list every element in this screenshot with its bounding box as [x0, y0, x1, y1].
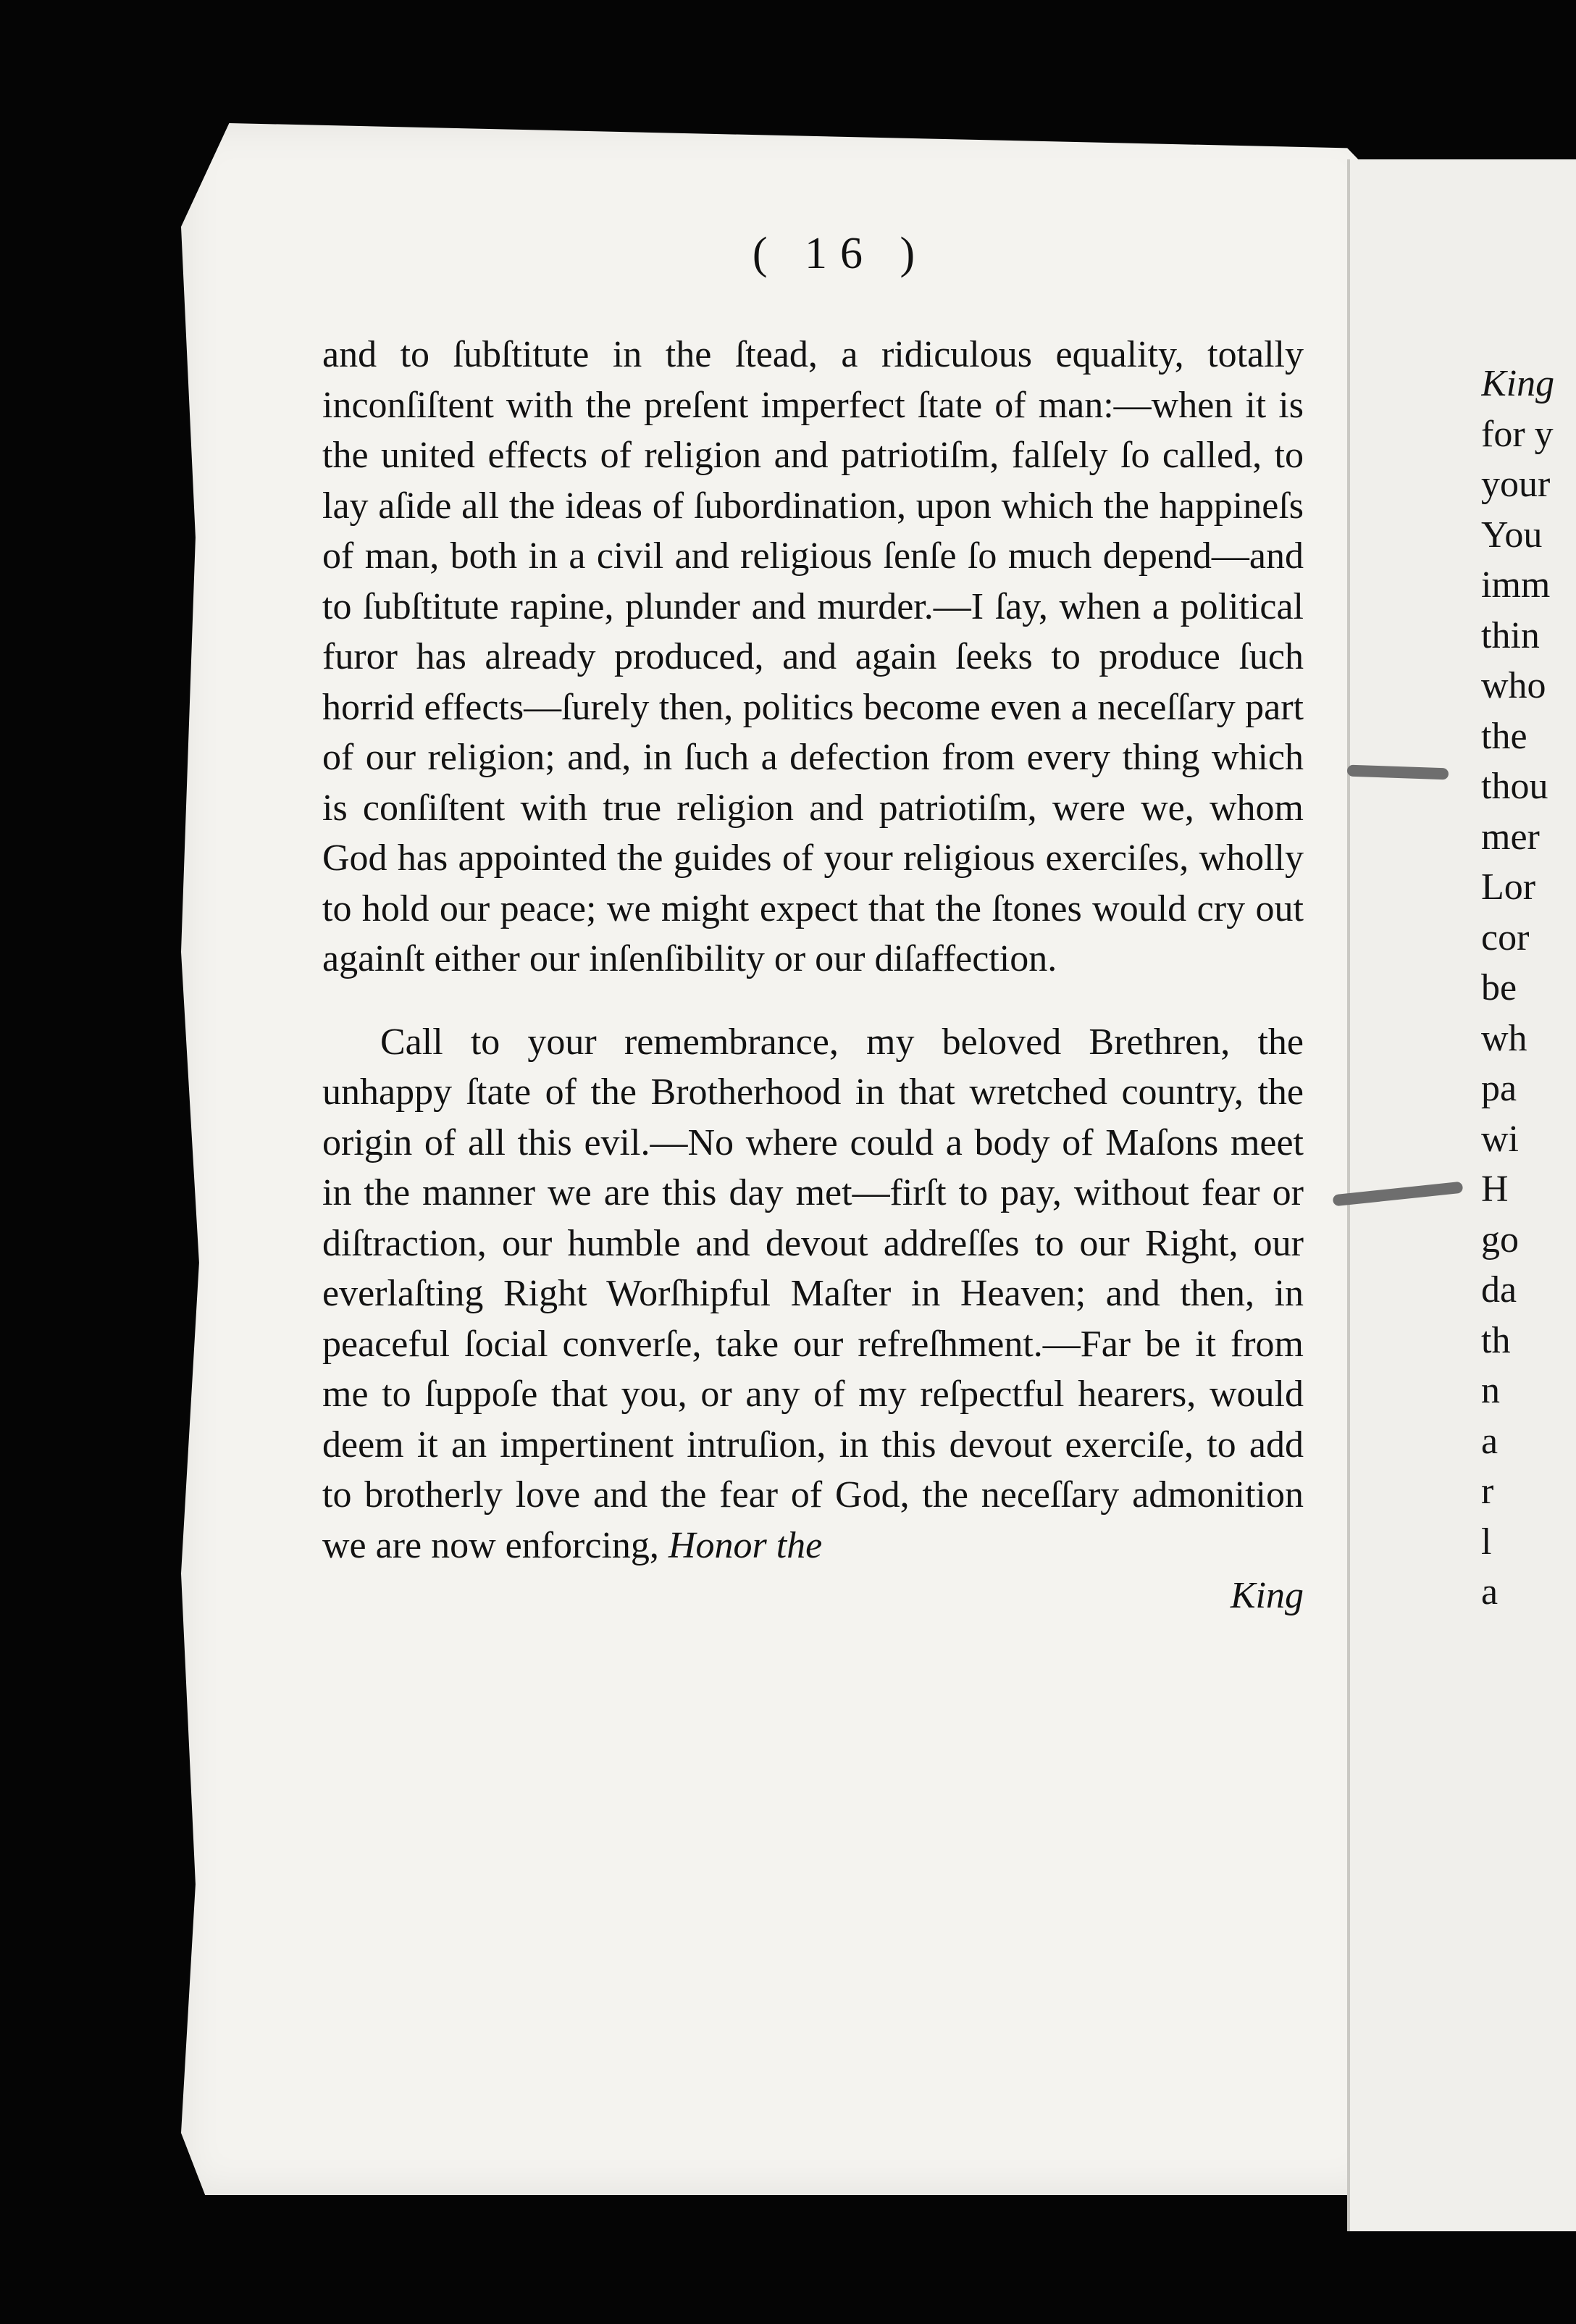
- facing-line: be: [1481, 967, 1517, 1008]
- facing-page-text: [1481, 359, 1576, 1618]
- facing-line: thin: [1481, 614, 1540, 656]
- paragraph-2-text: Call to your remembrance, my beloved Brethren, the unhappy ſtate of the Brotherhood in that wretched country, the origin of all this evil.—No where could a body of Maſons meet in the manner we are this day met—firſt to pay, without fear or diſtraction, our humble and devout addreſſes to our Right, our everlaſting Right Worſhipful Maſter in Heaven; and then, in peaceful ſocial converſe, take our refreſhment.—Far be it from me to ſuppoſe that you, or any of my reſpectful hearers, would deem it an impertinent intruſion, in this devout exerciſe, to add to brotherly love and the fear of God, the neceſſary admonition we are now enforcing,: [322, 1021, 1304, 1566]
- facing-line: who: [1481, 665, 1546, 706]
- facing-line: for y: [1481, 413, 1554, 455]
- facing-line: a: [1481, 1571, 1499, 1613]
- facing-line: da: [1481, 1269, 1517, 1311]
- facing-line: l: [1481, 1521, 1492, 1563]
- italic-phrase: Honor the: [668, 1524, 823, 1566]
- page-number: ( 16 ): [752, 229, 929, 278]
- facing-line: wi: [1481, 1118, 1519, 1160]
- facing-line: cor: [1481, 916, 1530, 958]
- facing-line: Lor: [1481, 866, 1536, 908]
- paragraph-2: [322, 1017, 1304, 1571]
- facing-line: go: [1481, 1219, 1519, 1261]
- facing-line: wh: [1481, 1017, 1527, 1059]
- facing-line: your: [1481, 464, 1551, 505]
- facing-line: mer: [1481, 816, 1540, 858]
- facing-line: r: [1481, 1471, 1494, 1512]
- paragraph-1: and to ſubſtitute in the ſtead, a ridiculous equality, totally inconſiſtent with the preſent imperfect ſtate of man:—when it is the united effects of religion and patriotiſm, falſely ſo called, to lay aſide all the ideas of ſubordination, upon which the happineſs of man, both in a civil and religious ſenſe ſo much depend—and to ſubſtitute rapine, plunder and murder.—I ſay, when a political furor has already produced, and again ſeeks to produce ſuch horrid effects—ſurely then, politics become even a neceſſary part of our religion; and, in ſuch a defection from every thing which is conſiſtent with true religion and patriotiſm, were we, whom God has appointed the guides of your religious exerciſes, wholly to hold our peace; we might expect that the ſtones would cry out againſt either our inſenſibility or our diſaffection.: [322, 334, 1304, 979]
- facing-line: th: [1481, 1319, 1511, 1361]
- page-body: [322, 330, 1304, 1621]
- facing-line: the: [1481, 715, 1527, 757]
- facing-line: pa: [1481, 1068, 1517, 1109]
- facing-line: imm: [1481, 564, 1551, 606]
- catchword-line: [322, 1571, 1304, 1621]
- catchword: King: [1230, 1575, 1304, 1616]
- facing-line: King: [1481, 363, 1555, 404]
- facing-line: You: [1481, 514, 1543, 556]
- facing-line: a: [1481, 1420, 1499, 1462]
- facing-line: n: [1481, 1370, 1500, 1411]
- facing-line: thou: [1481, 766, 1548, 807]
- facing-line: H: [1481, 1169, 1509, 1210]
